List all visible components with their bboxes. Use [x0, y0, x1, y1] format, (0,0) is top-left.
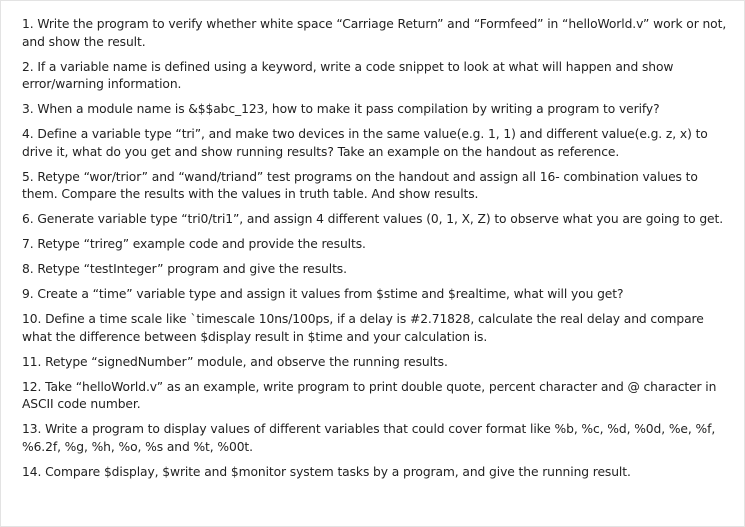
exercise-item-10: 10. Define a time scale like `timescale 10ns/100ps, if a delay is #2.71828, calculate the real delay and compare what the difference between $display result in $time and your calculation is.	[22, 312, 704, 344]
exercise-item-2: 2. If a variable name is defined using a keyword, write a code snippet to look at what will happen and show error/warning information.	[22, 59, 674, 91]
exercise-item-7: 7. Retype “trireg” example code and provide the results.	[22, 237, 366, 251]
exercise-item-9: 9. Create a “time” variable type and assign it values from $stime and $realtime, what will you get?	[22, 287, 624, 301]
exercise-item-8: 8. Retype “testInteger” program and give the results.	[22, 262, 347, 276]
exercise-item-6: 6. Generate variable type “tri0/tri1”, and assign 4 different values (0, 1, X, Z) to observe what you are going to get.	[22, 212, 724, 226]
exercise-item-13: 13. Write a program to display values of different variables that could cover format like %b, %c, %d, %0d, %e, %f, %6.2f, %g, %h, %o, %s and %t, %00t.	[22, 422, 716, 454]
exercise-item-14: 14. Compare $display, $write and $monitor system tasks by a program, and give the running result.	[22, 464, 631, 479]
exercise-list	[22, 16, 727, 489]
exercise-item-4: 4. Define a variable type “tri”, and make two devices in the same value(e.g. 1, 1) and different value(e.g. z, x) to drive it, what do you get and show running results? Take an example on the handout as reference.	[22, 127, 708, 159]
exercise-item-3: 3. When a module name is &$$abc_123, how to make it pass compilation by writing a program to verify?	[22, 102, 660, 116]
exercise-item-5: 5. Retype “wor/trior” and “wand/triand” test programs on the handout and assign all 16- combination values to them. Compare the results with the values in truth table. And show results.	[22, 169, 698, 201]
exercise-item-11: 11. Retype “signedNumber” module, and observe the running results.	[22, 354, 448, 369]
exercise-item-1: 1. Write the program to verify whether white space “Carriage Return” and “Formfeed” in “helloWorld.v” work or not, and show the result.	[22, 17, 727, 49]
exercise-item-12: 12. Take “helloWorld.v” as an example, write program to print double quote, percent character and @ character in ASCII code number.	[22, 379, 717, 411]
